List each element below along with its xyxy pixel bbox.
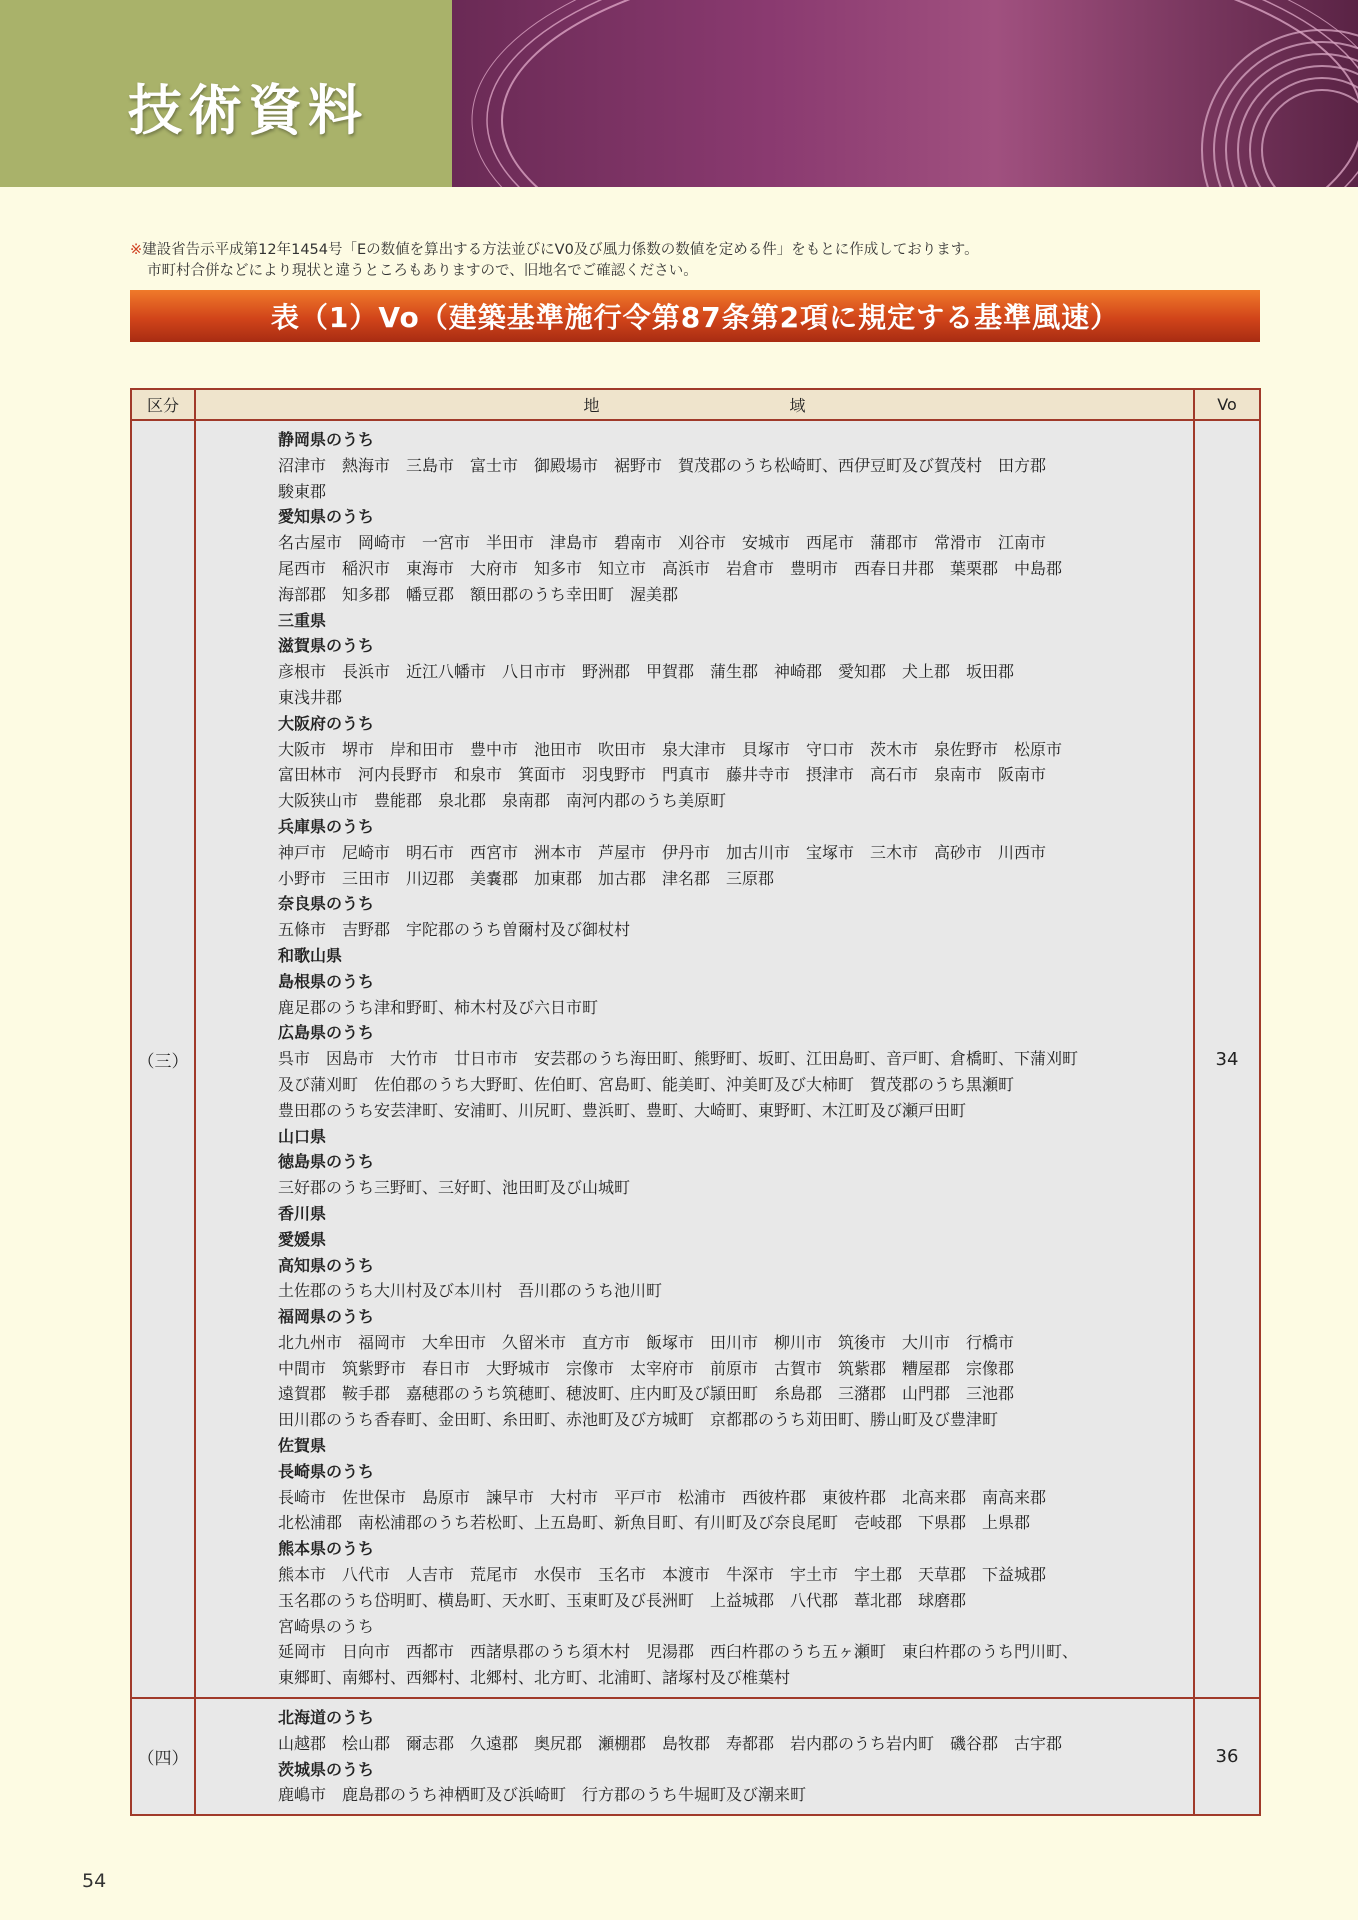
city-list-line: 東浅井郡 bbox=[278, 687, 343, 707]
city-list-line: 大阪狭山市 豊能郡 泉北郡 泉南郡 南河内郡のうち美原町 bbox=[278, 791, 727, 811]
city-list-line: 玉名郡のうち岱明町、横島町、天水町、玉東町及び長洲町 上益城郡 八代郡 葦北郡 球磨郡 bbox=[278, 1590, 967, 1610]
prefecture-label: 徳島県のうち bbox=[278, 1152, 375, 1172]
city-list-line: 五條市 吉野郡 宇陀郡のうち曽爾村及び御杖村 bbox=[278, 920, 631, 940]
city-list-line: 名古屋市 岡崎市 一宮市 半田市 津島市 碧南市 刈谷市 安城市 西尾市 蒲郡市 常滑市 江南市 bbox=[278, 533, 1047, 553]
city-list-line: 土佐郡のうち大川村及び本川村 吾川郡のうち池川町 bbox=[278, 1281, 663, 1301]
header-kubun: 区分 bbox=[131, 389, 195, 420]
city-list-line: 駿東郡 bbox=[278, 481, 327, 501]
prefecture-label: 高知県のうち bbox=[278, 1255, 375, 1275]
header-vo: Vo bbox=[1194, 389, 1260, 420]
header-title: 技術資料 bbox=[128, 79, 368, 142]
city-list-line: 遠賀郡 鞍手郡 嘉穂郡のうち筑穂町、穂波町、庄内町及び頴田町 糸島郡 三潴郡 山門郡 三池郡 bbox=[278, 1384, 1015, 1404]
prefecture-label: 愛媛県 bbox=[278, 1229, 327, 1249]
page-header bbox=[0, 0, 1358, 187]
prefecture-label: 大阪府のうち bbox=[278, 713, 375, 733]
header-decoration bbox=[452, 0, 1358, 187]
prefecture-label: 長崎県のうち bbox=[278, 1461, 375, 1481]
header-title-panel bbox=[0, 0, 452, 187]
city-list-line: 海部郡 知多郡 幡豆郡 額田郡のうち幸田町 渥美郡 bbox=[278, 584, 679, 604]
note-mark: ※ bbox=[130, 242, 143, 258]
notice bbox=[130, 240, 1250, 282]
prefecture-label: 山口県 bbox=[278, 1126, 327, 1146]
city-list-line: 長崎市 佐世保市 島原市 諫早市 大村市 平戸市 松浦市 西彼杵郡 東彼杵郡 北高来郡 南高来郡 bbox=[278, 1487, 1047, 1507]
city-list-line: 鹿嶋市 鹿島郡のうち神栖町及び浜崎町 行方郡のうち牛堀町及び潮来町 bbox=[278, 1785, 807, 1805]
prefecture-label: 三重県 bbox=[278, 610, 327, 630]
prefecture-label: 宮崎県のうち bbox=[278, 1616, 375, 1636]
prefecture-label: 和歌山県 bbox=[278, 945, 343, 965]
city-list-line: 彦根市 長浜市 近江八幡市 八日市市 野洲郡 甲賀郡 蒲生郡 神崎郡 愛知郡 犬上郡 坂田郡 bbox=[278, 662, 1015, 682]
prefecture-label: 広島県のうち bbox=[278, 1023, 375, 1043]
city-list-line: 神戸市 尼崎市 明石市 西宮市 洲本市 芦屋市 伊丹市 加古川市 宝塚市 三木市 高砂市 川西市 bbox=[278, 842, 1047, 862]
city-list-line: 山越郡 桧山郡 爾志郡 久遠郡 奥尻郡 瀬棚郡 島牧郡 寿都郡 岩内郡のうち岩内町 磯谷郡 古宇郡 bbox=[278, 1733, 1063, 1753]
region-cell bbox=[195, 420, 1194, 1698]
vo-table bbox=[130, 388, 1261, 1816]
header-chiiki bbox=[195, 389, 1194, 420]
city-list-line: 豊田郡のうち安芸津町、安浦町、川尻町、豊浜町、豊町、大崎町、東野町、木江町及び瀬戸田町 bbox=[278, 1100, 967, 1120]
header-pattern-graphic bbox=[452, 0, 1358, 187]
prefecture-label: 熊本県のうち bbox=[278, 1539, 375, 1559]
city-list-line: 北松浦郡 南松浦郡のうち若松町、上五島町、新魚目町、有川町及び奈良尾町 壱岐郡 下県郡 上県郡 bbox=[278, 1513, 1031, 1533]
prefecture-label: 愛知県のうち bbox=[278, 507, 375, 527]
city-list-line: 尾西市 稲沢市 東海市 大府市 知多市 知立市 高浜市 岩倉市 豊明市 西春日井郡 葉栗郡 中島郡 bbox=[278, 558, 1063, 578]
city-list-line: 三好郡のうち三野町、三好町、池田町及び山城町 bbox=[278, 1178, 631, 1198]
vo-value-cell: 34 bbox=[1194, 420, 1260, 1698]
note-line-1: 建設省告示平成第12年1454号「Eの数値を算出する方法並びにV0及び風力係数の数値を定める件」をもとに作成しております。 bbox=[142, 242, 979, 258]
city-list-line: 呉市 因島市 大竹市 廿日市市 安芸郡のうち海田町、熊野町、坂町、江田島町、音戸町、倉橋町、下蒲刈町 bbox=[278, 1049, 1079, 1069]
prefecture-label: 香川県 bbox=[278, 1203, 327, 1223]
city-list-line: 富田林市 河内長野市 和泉市 箕面市 羽曳野市 門真市 藤井寺市 摂津市 高石市 泉南市 阪南市 bbox=[278, 765, 1047, 785]
city-list-line: 小野市 三田市 川辺郡 美嚢郡 加東郡 加古郡 津名郡 三原郡 bbox=[278, 868, 775, 888]
city-list-line: 東郷町、南郷村、西郷村、北郷村、北方町、北浦町、諸塚村及び椎葉村 bbox=[278, 1668, 791, 1688]
vo-value-cell: 36 bbox=[1194, 1698, 1260, 1815]
table-header-row bbox=[131, 389, 1260, 420]
prefecture-label: 奈良県のうち bbox=[278, 894, 375, 914]
city-list-line: 熊本市 八代市 人吉市 荒尾市 水俣市 玉名市 本渡市 牛深市 宇土市 宇土郡 天草郡 下益城郡 bbox=[278, 1565, 1047, 1585]
prefecture-label: 静岡県のうち bbox=[278, 430, 375, 449]
city-list-line: 延岡市 日向市 西都市 西諸県郡のうち須木村 児湯郡 西臼杵郡のうち五ヶ瀬町 東臼杵郡のうち門川町、 bbox=[278, 1642, 1079, 1662]
prefecture-label: 佐賀県 bbox=[278, 1436, 327, 1456]
page-number: 54 bbox=[82, 1870, 107, 1892]
city-list-line: 大阪市 堺市 岸和田市 豊中市 池田市 吹田市 泉大津市 貝塚市 守口市 茨木市 泉佐野市 松原市 bbox=[278, 739, 1063, 759]
prefecture-label: 北海道のうち bbox=[278, 1708, 375, 1728]
prefecture-label: 茨城県のうち bbox=[278, 1759, 375, 1779]
header-chiiki-1: 地 bbox=[583, 396, 600, 415]
header-chiiki-2: 域 bbox=[789, 396, 806, 415]
table-row bbox=[131, 1698, 1260, 1815]
city-list-line: 中間市 筑紫野市 春日市 大野城市 宗像市 太宰府市 前原市 古賀市 筑紫郡 糟屋郡 宗像郡 bbox=[278, 1358, 1015, 1378]
kubun-cell: （三） bbox=[131, 420, 195, 1698]
note-line-2: 市町村合併などにより現状と違うところもありますので、旧地名でご確認ください。 bbox=[147, 263, 698, 279]
prefecture-label: 島根県のうち bbox=[278, 971, 375, 991]
kubun-cell: （四） bbox=[131, 1698, 195, 1815]
city-list-line: 鹿足郡のうち津和野町、柿木村及び六日市町 bbox=[278, 997, 599, 1017]
city-list-line: 北九州市 福岡市 大牟田市 久留米市 直方市 飯塚市 田川市 柳川市 筑後市 大川市 行橋市 bbox=[278, 1332, 1015, 1352]
prefecture-label: 福岡県のうち bbox=[278, 1307, 375, 1327]
prefecture-label: 兵庫県のうち bbox=[278, 816, 375, 836]
city-list-line: 及び蒲刈町 佐伯郡のうち大野町、佐伯町、宮島町、能美町、沖美町及び大柿町 賀茂郡のうち黒瀬町 bbox=[278, 1074, 1015, 1094]
table-row bbox=[131, 420, 1260, 1698]
region-cell bbox=[195, 1698, 1194, 1815]
city-list-line: 沼津市 熱海市 三島市 富士市 御殿場市 裾野市 賀茂郡のうち松崎町、西伊豆町及び賀茂村 田方郡 bbox=[278, 455, 1047, 475]
prefecture-label: 滋賀県のうち bbox=[278, 636, 375, 656]
table-title-banner: 表（1）Vo（建築基準施行令第87条第2項に規定する基準風速） bbox=[130, 290, 1260, 342]
city-list-line: 田川郡のうち香春町、金田町、糸田町、赤池町及び方城町 京都郡のうち苅田町、勝山町及び豊津町 bbox=[278, 1410, 999, 1430]
